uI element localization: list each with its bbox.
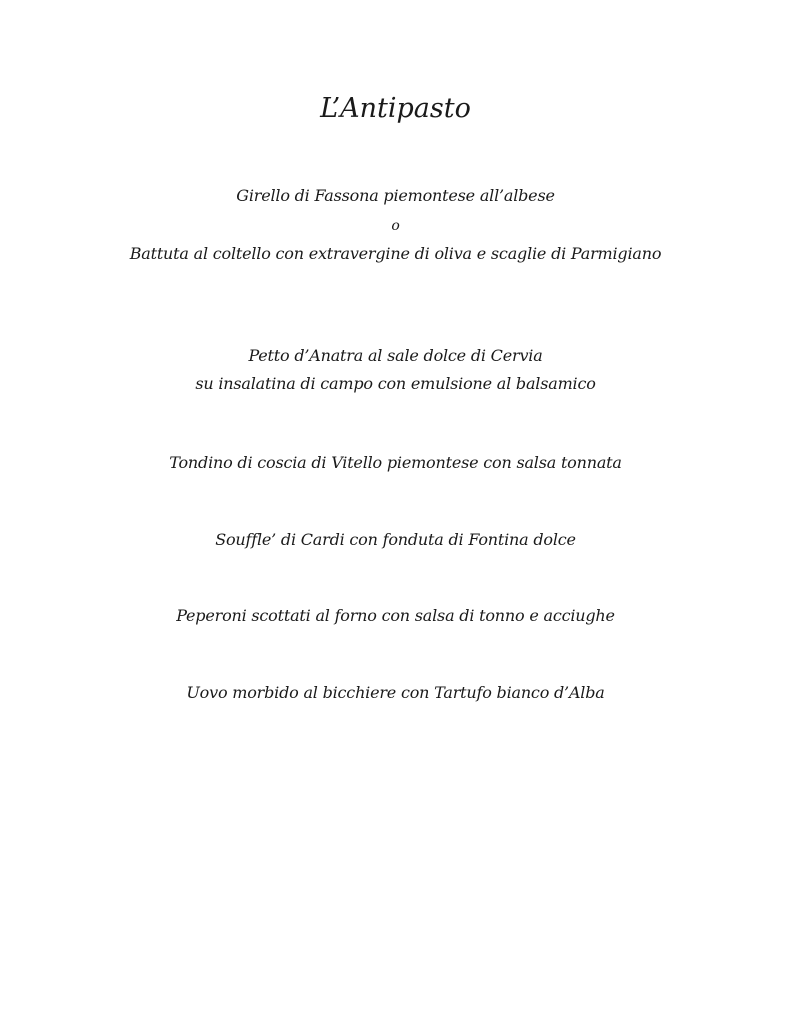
- menu-item-duck-title: Petto d’Anatra al sale dolce di Cervia: [248, 346, 543, 365]
- menu-title: L’Antipasto: [320, 93, 471, 124]
- menu-item-souffle: Souffle’ di Cardi con fonduta di Fontina dolce: [215, 530, 576, 549]
- menu-item-battuta: Battuta al coltello con extravergine di oliva e scaglie di Parmigiano: [129, 244, 662, 263]
- menu-item-peppers: Peperoni scottati al forno con salsa di tonno e acciughe: [176, 606, 615, 625]
- menu-item-girello: Girello di Fassona piemontese all’albese: [236, 186, 555, 205]
- menu-item-duck-description: su insalatina di campo con emulsione al balsamico: [195, 374, 596, 393]
- menu-item-egg: Uovo morbido al bicchiere con Tartufo bianco d’Alba: [186, 683, 605, 702]
- menu-item-veal: Tondino di coscia di Vitello piemontese con salsa tonnata: [169, 453, 622, 472]
- menu-item-connector: o: [391, 218, 400, 234]
